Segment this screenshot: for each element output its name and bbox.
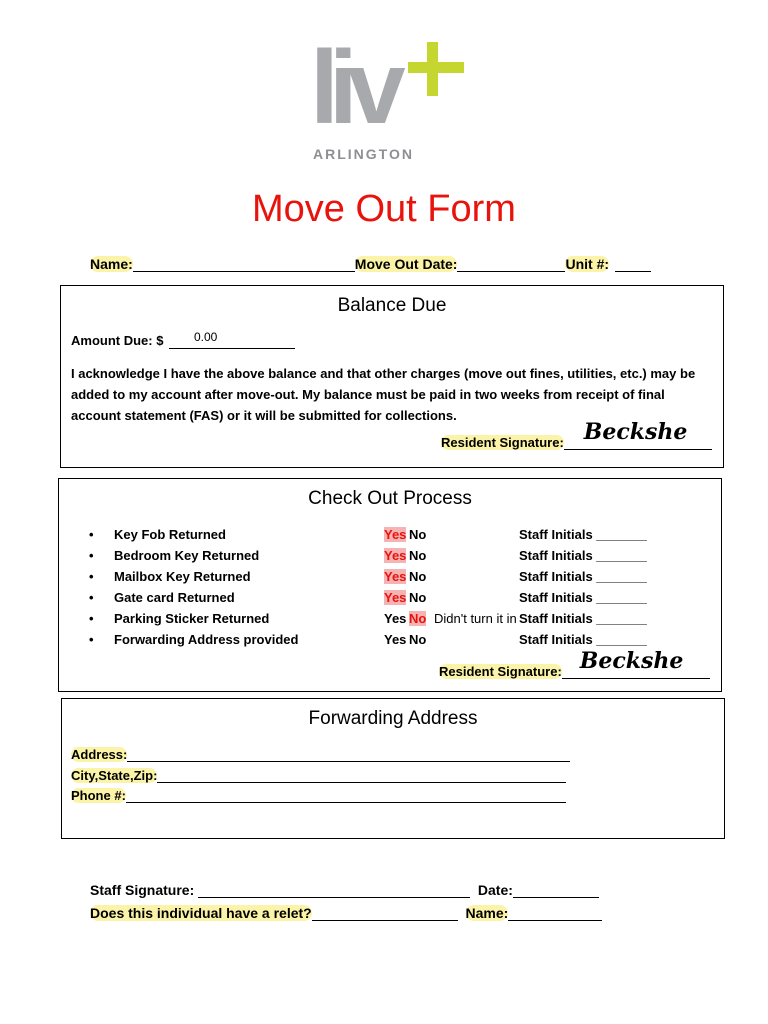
address-label: Address: [71,747,128,762]
staff-signature-field[interactable] [198,897,470,898]
checkout-process-section [58,478,722,692]
checkout-row [59,611,719,629]
checkout-note: Didn't turn it in [434,611,517,626]
staff-initials[interactable]: Staff Initials _______ [519,611,647,626]
yes-option[interactable]: Yes [384,590,407,605]
bullet-icon: • [89,590,94,605]
forwarding-address-section [61,698,725,839]
no-option[interactable]: No [409,611,427,626]
resident-signature-label: Resident Signature: [439,664,562,679]
resident-signature: Beckshe [583,419,688,445]
relet-label: Does this individual have a relet? [90,905,312,921]
unit-label: Unit #: [565,256,610,272]
checkout-item-label: Parking Sticker Returned [114,611,270,626]
bullet-icon: • [89,548,94,563]
header-fields [90,256,651,272]
amount-due-value: 0.00 [194,330,218,344]
name-field[interactable] [133,271,355,272]
city-state-zip-label: City,State,Zip: [71,768,158,783]
checkout-row [59,548,719,566]
checkout-row [59,569,719,587]
date-field[interactable] [513,897,599,898]
staff-initials[interactable]: Staff Initials _______ [519,569,647,584]
checkout-row [59,527,719,545]
balance-due-section [60,285,724,468]
staff-initials[interactable]: Staff Initials _______ [519,632,647,647]
checkout-row [59,590,719,608]
resident-signature-label: Resident Signature: [441,435,564,450]
bullet-icon: • [89,569,94,584]
no-option[interactable]: No [409,527,427,542]
name-label: Name: [90,256,133,272]
acknowledgement-text: I acknowledge I have the above balance and that other charges (move out fines, utilities, etc.) may be added to my account after move-out. My balance must be paid in two weeks from receipt of final account statement (FAS) or it will be submitted for collections. [71,366,696,423]
relet-field[interactable] [312,920,458,921]
logo-plus-icon-bar [408,62,464,73]
staff-initials[interactable]: Staff Initials _______ [519,527,647,542]
bullet-icon: • [89,632,94,647]
unit-field[interactable] [615,271,651,272]
page-title: Move Out Form [252,188,516,230]
move-out-date-field[interactable] [457,271,565,272]
checkout-item-label: Key Fob Returned [114,527,226,542]
address-field[interactable] [127,761,570,762]
resident-signature: Beckshe [579,648,684,674]
staff-initials[interactable]: Staff Initials _______ [519,590,647,605]
checkout-item-label: Mailbox Key Returned [114,569,251,584]
bullet-icon: • [89,527,94,542]
logo-letters: liv [310,30,396,146]
checkout-item-label: Bedroom Key Returned [114,548,260,563]
logo-subtitle: ARLINGTON [313,146,414,162]
no-option[interactable]: No [409,590,427,605]
resident-signature-field[interactable] [564,419,712,450]
yes-option[interactable]: Yes [384,632,407,647]
move-out-date-label: Move Out Date: [354,256,458,272]
staff-initials[interactable]: Staff Initials _______ [519,548,647,563]
staff-signature-label: Staff Signature: [90,882,195,898]
relet-name-field[interactable] [508,920,602,921]
relet-name-label: Name: [465,905,509,921]
bullet-icon: • [89,611,94,626]
amount-due-field[interactable] [169,330,295,349]
yes-option[interactable]: Yes [384,548,407,563]
resident-signature-field[interactable] [562,648,710,679]
amount-due-label: Amount Due: $ [71,333,164,348]
no-option[interactable]: No [409,632,427,647]
phone-label: Phone #: [71,788,126,803]
no-option[interactable]: No [409,548,427,563]
staff-signature-line [90,882,599,898]
balance-due-title: Balance Due [337,295,447,316]
city-state-zip-field[interactable] [157,782,566,783]
relet-line [90,905,602,921]
forwarding-address-title: Forwarding Address [308,708,478,729]
no-option[interactable]: No [409,569,427,584]
date-label: Date: [477,882,513,898]
yes-option[interactable]: Yes [384,611,407,626]
checkout-item-label: Gate card Returned [114,590,235,605]
yes-option[interactable]: Yes [384,527,407,542]
yes-option[interactable]: Yes [384,569,407,584]
checkout-item-label: Forwarding Address provided [114,632,299,647]
phone-field[interactable] [126,802,566,803]
checkout-process-title: Check Out Process [308,488,472,509]
